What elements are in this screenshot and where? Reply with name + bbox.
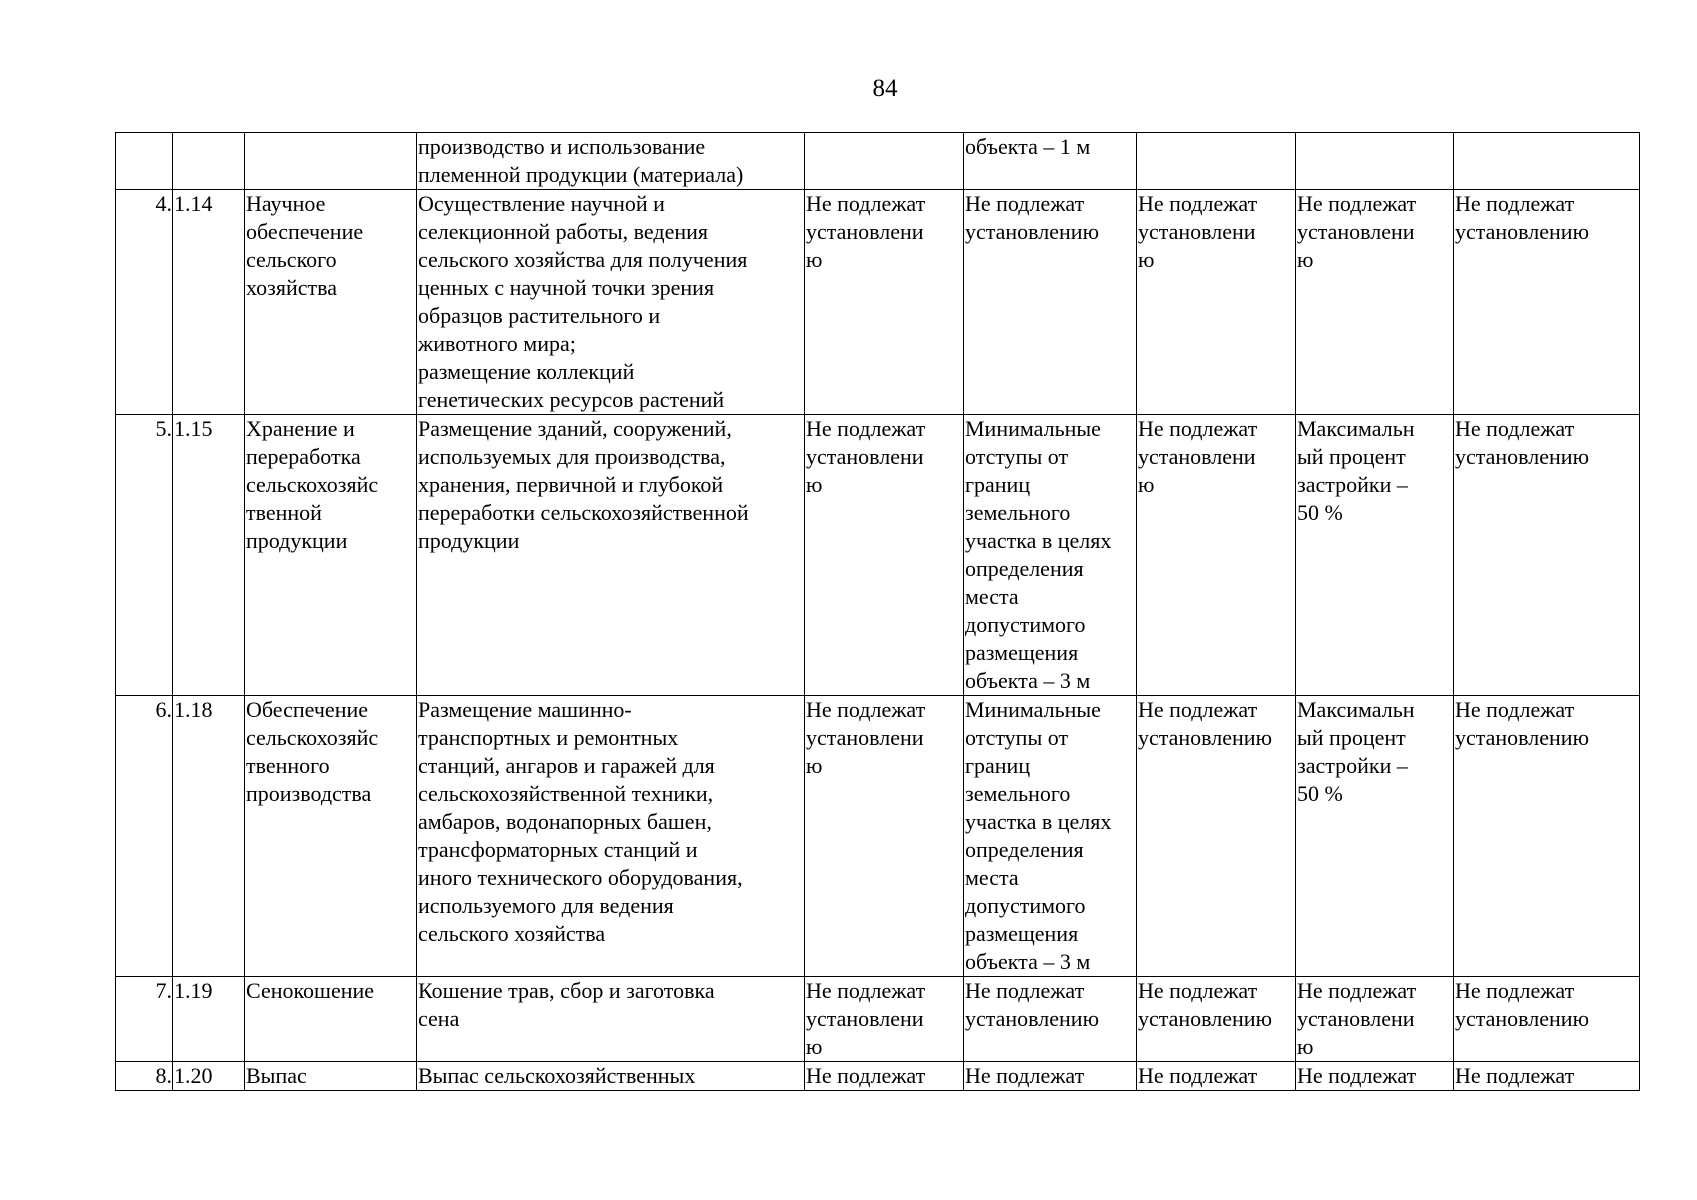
table-cell: Не подлежат установлению bbox=[1454, 977, 1640, 1062]
table-row bbox=[116, 696, 1640, 977]
use-name bbox=[245, 133, 417, 190]
table-cell bbox=[1454, 133, 1640, 190]
table-cell: Максимальн ый процент застройки – 50 % bbox=[1296, 415, 1454, 696]
row-number: 5. bbox=[116, 415, 173, 696]
table-cell: Не подлежат установлению bbox=[1454, 415, 1640, 696]
use-code: 1.14 bbox=[173, 190, 245, 415]
use-name: Хранение и переработка сельскохозяйс твенной продукции bbox=[245, 415, 417, 696]
row-number: 8. bbox=[116, 1062, 173, 1091]
table-row bbox=[116, 190, 1640, 415]
table-cell: Не подлежат bbox=[805, 1062, 964, 1091]
table-cell: Максимальн ый процент застройки – 50 % bbox=[1296, 696, 1454, 977]
table-row bbox=[116, 415, 1640, 696]
table-cell: Не подлежат установлению bbox=[964, 977, 1137, 1062]
table-cell bbox=[1296, 133, 1454, 190]
row-number bbox=[116, 133, 173, 190]
use-name: Выпас bbox=[245, 1062, 417, 1091]
table-cell: объекта – 1 м bbox=[964, 133, 1137, 190]
table-cell: Не подлежат установлени ю bbox=[805, 696, 964, 977]
use-name: Научное обеспечение сельского хозяйства bbox=[245, 190, 417, 415]
row-number: 4. bbox=[116, 190, 173, 415]
table-cell: Минимальные отступы от границ земельного участка в целях определения места допустимого размещения объекта – 3 м bbox=[964, 415, 1137, 696]
row-number: 7. bbox=[116, 977, 173, 1062]
use-name: Сенокошение bbox=[245, 977, 417, 1062]
table-cell: Не подлежат установлению bbox=[1137, 696, 1296, 977]
table-cell: Не подлежат установлени ю bbox=[1296, 190, 1454, 415]
table-cell: Не подлежат установлени ю bbox=[805, 415, 964, 696]
table-cell: Не подлежат установлению bbox=[1454, 696, 1640, 977]
use-code: 1.19 bbox=[173, 977, 245, 1062]
use-code: 1.18 bbox=[173, 696, 245, 977]
table-cell bbox=[805, 133, 964, 190]
use-description: производство и использование племенной продукции (материала) bbox=[417, 133, 805, 190]
use-description: Размещение машинно- транспортных и ремонтных станций, ангаров и гаражей для сельскохозяйственной техники, амбаров, водонапорных башен, трансформаторных станций и иного технического оборудования, используемого для ведения сельского хозяйства bbox=[417, 696, 805, 977]
table-row bbox=[116, 977, 1640, 1062]
table-cell: Не подлежат установлени ю bbox=[1137, 415, 1296, 696]
use-code: 1.20 bbox=[173, 1062, 245, 1091]
use-description: Размещение зданий, сооружений, используемых для производства, хранения, первичной и глубокой переработки сельскохозяйственной продукции bbox=[417, 415, 805, 696]
table-cell: Не подлежат bbox=[1454, 1062, 1640, 1091]
table-cell: Не подлежат установлени ю bbox=[1137, 190, 1296, 415]
table-cell: Не подлежат установлению bbox=[964, 190, 1137, 415]
use-code bbox=[173, 133, 245, 190]
use-description: Выпас сельскохозяйственных bbox=[417, 1062, 805, 1091]
use-description: Осуществление научной и селекционной работы, ведения сельского хозяйства для получения ценных с научной точки зрения образцов растительного и животного мира; размещение коллекций генетических ресурсов растений bbox=[417, 190, 805, 415]
table-row bbox=[116, 1062, 1640, 1091]
use-code: 1.15 bbox=[173, 415, 245, 696]
table-cell: Не подлежат bbox=[1296, 1062, 1454, 1091]
table-cell: Не подлежат установлени ю bbox=[805, 977, 964, 1062]
table-cell: Не подлежат установлению bbox=[1454, 190, 1640, 415]
row-number: 6. bbox=[116, 696, 173, 977]
table-cell: Не подлежат установлени ю bbox=[805, 190, 964, 415]
page-number: 84 bbox=[872, 75, 898, 102]
table-cell: Не подлежат bbox=[1137, 1062, 1296, 1091]
table-cell: Не подлежат установлени ю bbox=[1296, 977, 1454, 1062]
table-row bbox=[116, 133, 1640, 190]
use-name: Обеспечение сельскохозяйс твенного производства bbox=[245, 696, 417, 977]
table-cell: Не подлежат bbox=[964, 1062, 1137, 1091]
table-cell: Не подлежат установлению bbox=[1137, 977, 1296, 1062]
table-cell: Минимальные отступы от границ земельного участка в целях определения места допустимого размещения объекта – 3 м bbox=[964, 696, 1137, 977]
table-cell bbox=[1137, 133, 1296, 190]
land-use-regulations-table bbox=[115, 132, 1640, 1091]
use-description: Кошение трав, сбор и заготовка сена bbox=[417, 977, 805, 1062]
